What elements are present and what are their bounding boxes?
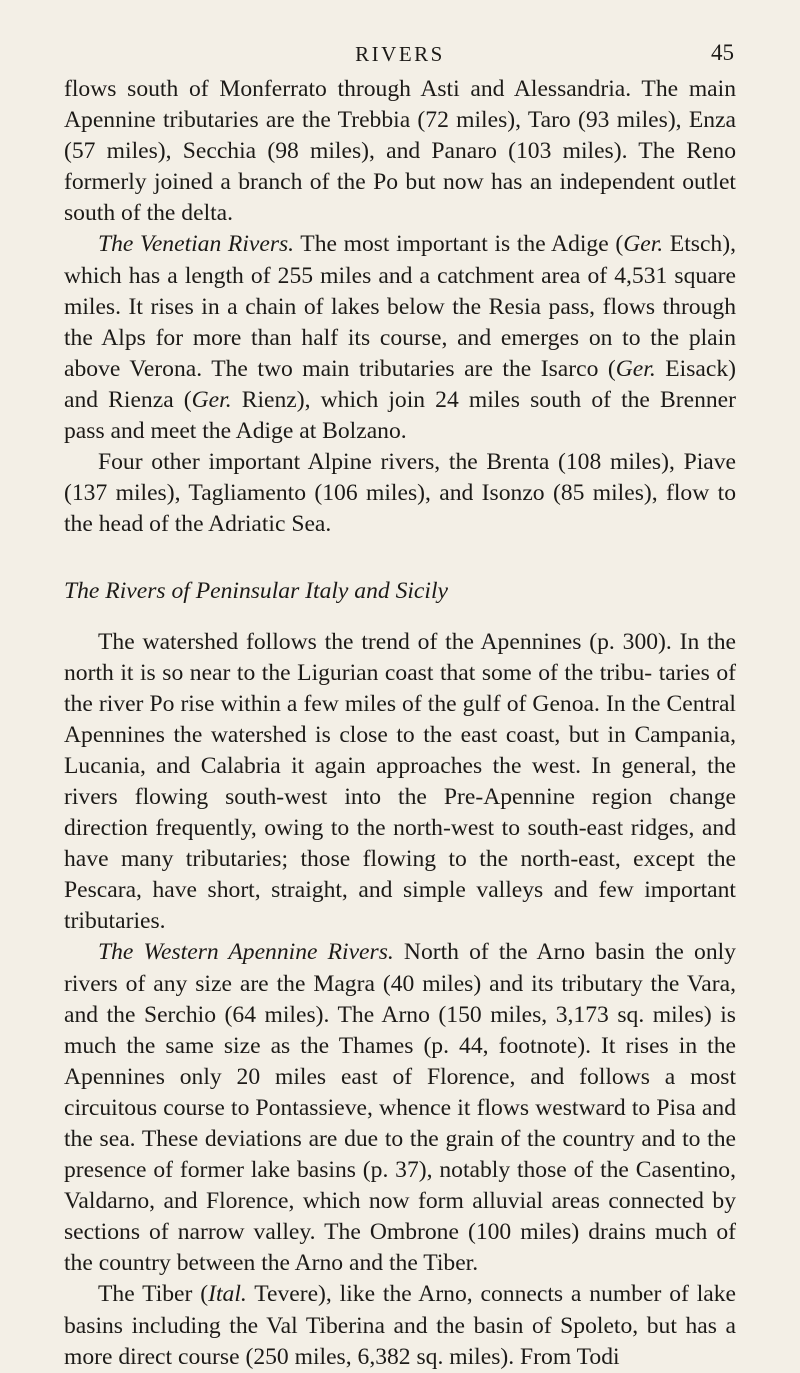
paragraph-watershed: The watershed follows the trend of the Apennines (p. 300). In the north it is so near to the Ligurian coast that some of the tribu- taries of the river Po rise within a few miles of the gulf of Genoa. In the Central Apennines the watershed is close to the east coast, but in Campania, Lucania, and Calabria it again approaches the west. In general, the rivers flowing south-west into the Pre-Apennine region change direction frequently, owing to the north-west to south-east ridges, and have many tributaries; those flowing to the north-east, except the Pescara, have short, straight, and simple valleys and few important tributaries.	[64, 628, 736, 935]
body-text	[64, 74, 736, 1373]
text-run: Tevere), like the Arno, connects a number of lake basins including the Val Tiberina and the basin of Spoleto, but has a more direct course (250 miles, 6,382 sq. miles). From Todi	[64, 1281, 737, 1370]
running-head	[64, 40, 736, 74]
run-in-heading-venetian: The Venetian Rivers.	[98, 231, 295, 258]
text-run: The Tiber (	[98, 1281, 209, 1308]
abbrev-german: Ger.	[623, 231, 664, 258]
paragraph-po-tributaries: flows south of Monferrato through Asti and Alessandria. The main Apennine tributaries are the Trebbia (72 miles), Taro (93 miles), Enza (57 miles), Secchia (98 miles), and Panaro (103 miles). The Reno formerly joined a branch of the Po but now has an independent outlet south of the delta.	[64, 76, 736, 227]
abbrev-german: Ger.	[191, 386, 232, 413]
abbrev-german: Ger.	[615, 355, 656, 382]
paragraph-tiber	[64, 1279, 736, 1372]
page-number: 45	[711, 40, 734, 65]
section-heading: The Rivers of Peninsular Italy and Sicily	[64, 578, 448, 605]
paragraph-western-apennine	[64, 937, 736, 1279]
text-run: Etsch), which has a length of 255 miles and a catchment area of 4,531 square miles. It rises in a chain of lakes below the Resia pass, flows through the Alps for more than half its course, and emerges on to the plain above Verona. The two main tributaries are the Isarco (	[64, 231, 736, 382]
paragraph-alpine-rivers: Four other important Alpine rivers, the Brenta (108 miles), Piave (137 miles), Tagliamento (106 miles), and Isonzo (85 miles), flow to the head of the Adriatic Sea.	[64, 449, 736, 538]
run-in-heading-western: The Western Apennine Rivers.	[98, 939, 394, 966]
text-run: North of the Arno basin the only rivers of any size are the Magra (40 miles) and its tributary the Vara, and the Serchio (64 miles). The Arno (150 miles, 3,173 sq. miles) is much the same size as the Thames (p. 44, footnote). It rises in the Apennines only 20 miles east of Florence, and follows a most circuitous course to Pontassieve, whence it flows westward to Pisa and the sea. These deviations are due to the grain of the country and to the presence of former lake basins (p. 37), notably those of the Casentino, Valdarno, and Florence, which now form alluvial areas connected by sections of narrow valley. The Ombrone (100 miles) drains much of the country between the Arno and the Tiber.	[64, 939, 736, 1277]
paragraph-venetian-rivers	[64, 229, 736, 447]
abbrev-italian: Ital.	[208, 1281, 247, 1308]
text-run: Rienz), which join 24 miles south of the Brenner pass and meet the Adige at Bolzano.	[64, 386, 736, 445]
text-run: The most important is the Adige (	[294, 231, 624, 258]
text-run: Eisack) and Rienza (	[64, 355, 736, 413]
running-title: RIVERS	[355, 42, 445, 66]
